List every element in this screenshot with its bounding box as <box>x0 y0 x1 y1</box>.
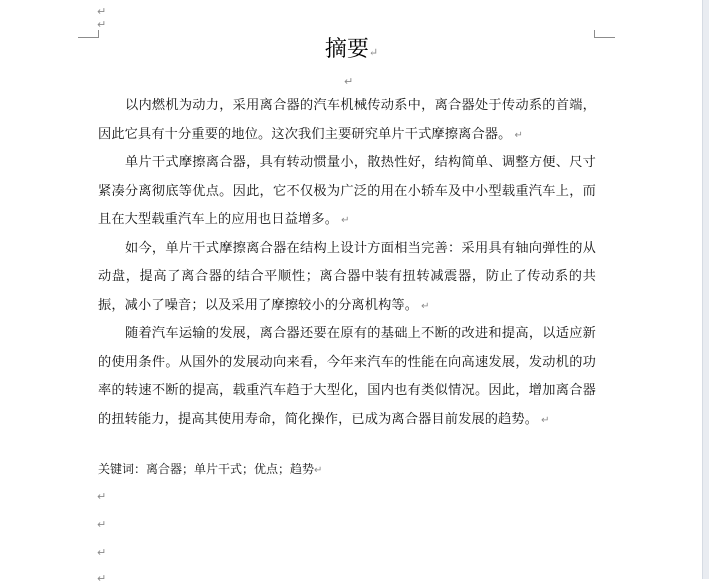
vertical-scrollbar[interactable] <box>702 0 709 579</box>
abstract-paragraph-1[interactable] <box>98 92 596 149</box>
paragraph-mark-icon: ↵ <box>97 18 107 31</box>
abstract-paragraph-3[interactable] <box>98 235 596 321</box>
abstract-paragraph-2[interactable] <box>98 149 596 235</box>
paragraph-mark-icon: ↵ <box>541 414 550 426</box>
document-title[interactable] <box>0 36 703 64</box>
paragraph-mark-icon: ↵ <box>97 490 107 503</box>
paragraph-text: 单片干式摩擦离合器，具有转动惯量小，散热性好，结构简单、调整方便、尺寸紧凑分离彻底等优点。因此，它不仅极为广泛的用在小轿车及中小型载重汽车上，而且在大型载重汽车上的应用也日益增多。 <box>98 155 596 227</box>
title-text: 摘要 <box>324 37 369 62</box>
paragraph-mark-icon: ↵ <box>514 129 523 141</box>
keywords-text: 关键词：离合器；单片干式；优点；趋势 <box>98 462 315 476</box>
paragraph-text: 以内燃机为动力，采用离合器的汽车机械传动系中，离合器处于传动系的首端，因此它具有十分重要的地位。这次我们主要研究单片干式摩擦离合器。 <box>98 98 596 142</box>
abstract-paragraph-4[interactable] <box>98 320 596 434</box>
paragraph-mark-icon: ↵ <box>97 5 107 18</box>
keywords-line[interactable] <box>98 459 322 479</box>
paragraph-text: 如今，单片干式摩擦离合器在结构上设计方面相当完善：采用具有轴向弹性的从动盘，提高了离合器的结合平顺性；离合器中装有扭转减震器，防止了传动系的共振，减小了噪音；以及采用了摩擦较小的分离机构等。 <box>98 240 596 313</box>
paragraph-mark-icon: ↵ <box>97 572 107 585</box>
paragraph-mark-icon: ↵ <box>368 46 379 59</box>
paragraph-text: 随着汽车运输的发展，离合器还要在原有的基础上不断的改进和提高，以适应新的使用条件。从国外的发展动向来看，今年来汽车的性能在向高速发展，发动机的功率的转速不断的提高，载重汽车趋于大型化，国内也有类似情况。因此，增加离合器的扭转能力，提高其使用寿命，简化操作，已成为离合器目前发展的趋势。 <box>98 326 596 427</box>
abstract-body[interactable] <box>98 92 596 434</box>
paragraph-mark-icon: ↵ <box>421 300 430 312</box>
paragraph-mark-icon: ↵ <box>97 518 107 531</box>
paragraph-mark-icon: ↵ <box>341 215 350 226</box>
paragraph-mark-icon: ↵ <box>344 75 354 88</box>
paragraph-mark-icon: ↵ <box>314 465 323 476</box>
paragraph-mark-icon: ↵ <box>97 546 107 559</box>
